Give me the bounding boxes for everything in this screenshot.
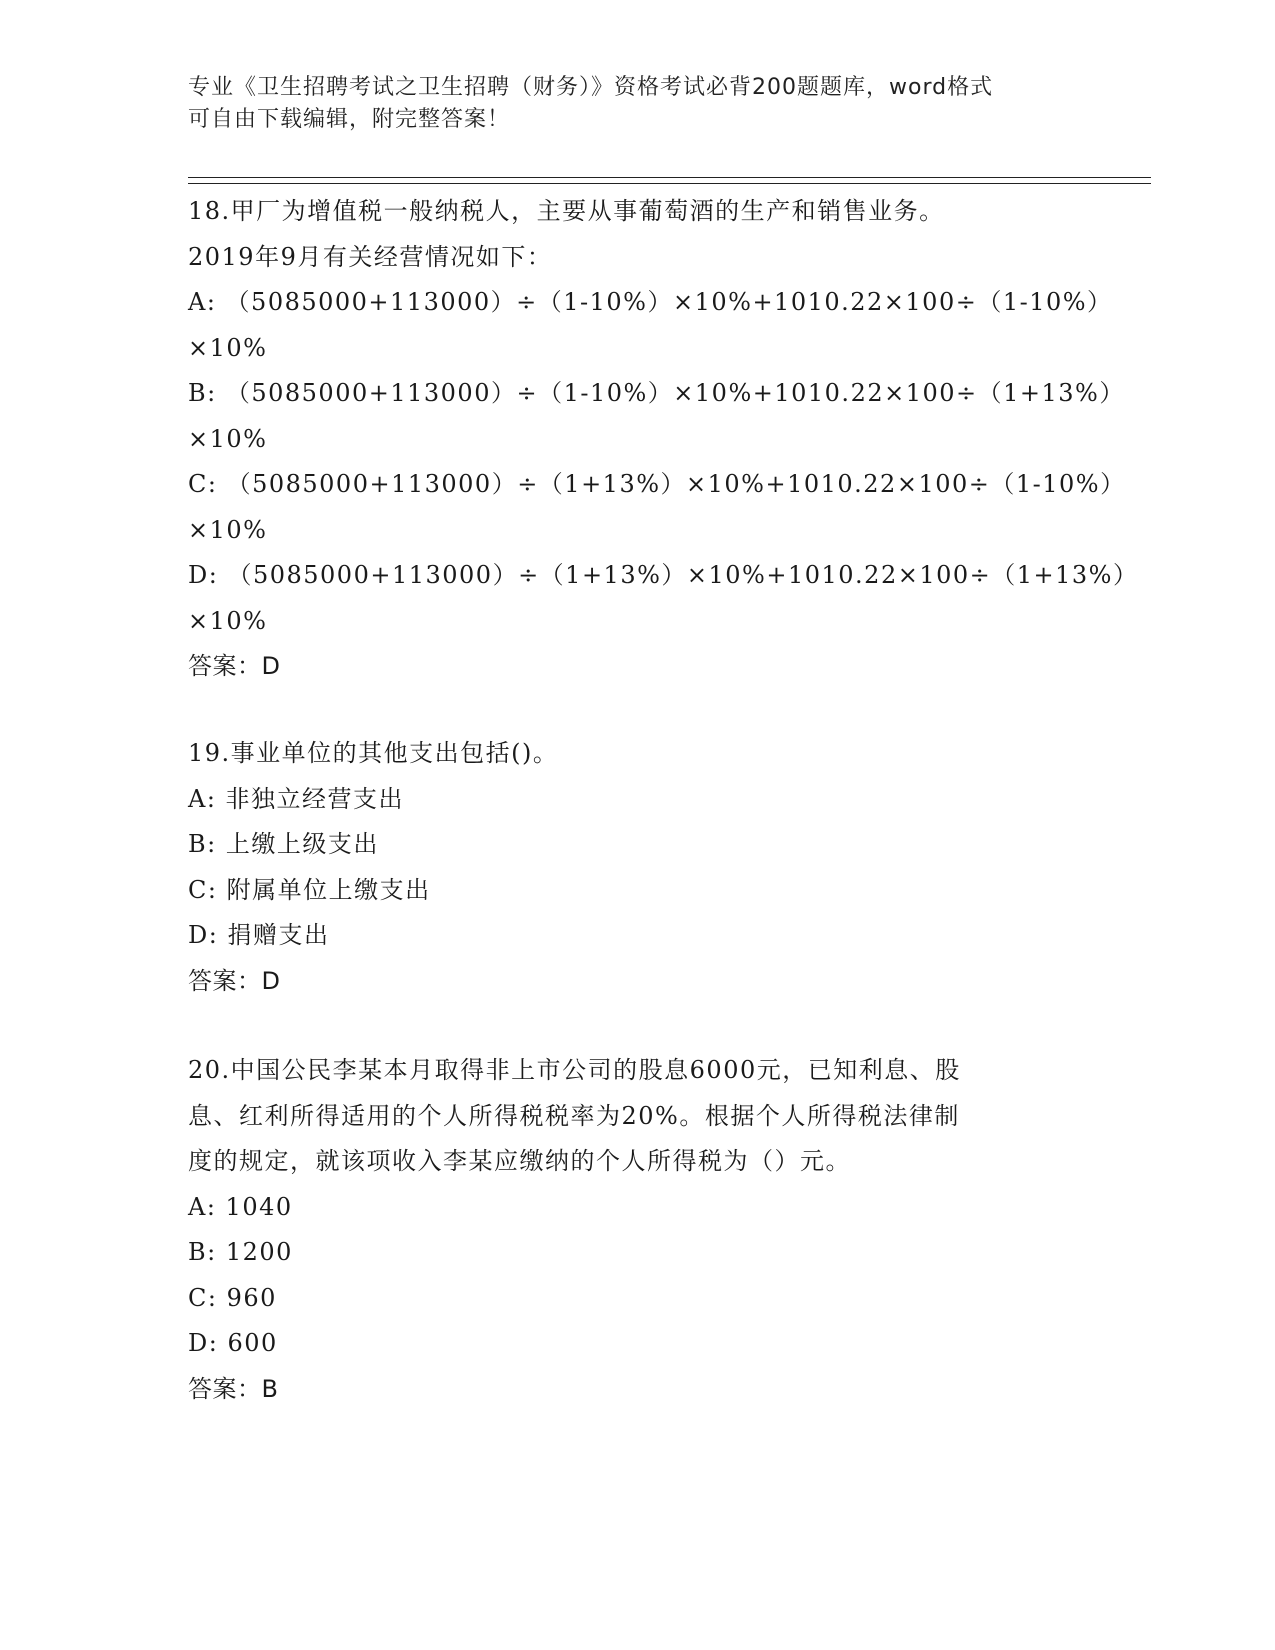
option-b: B: 1200 [188,1238,293,1266]
option-b-continued: ×10% [188,424,268,453]
question-stem-line: 度的规定，就该项收入李某应缴纳的个人所得税为（）元。 [188,1147,851,1175]
question-stem-line: 息、红利所得适用的个人所得税税率为20%。根据个人所得税法律制 [188,1101,960,1130]
question-stem-line: 20.中国公民李某本月取得非上市公司的股息6000元，已知利息、股 [188,1056,961,1084]
option-b: B: 上缴上级支出 [188,830,379,858]
header-divider-top [188,177,1151,178]
question-stem-line: 2019年9月有关经营情况如下： [188,242,553,271]
option-d: D: 捐赠支出 [188,921,330,949]
option-d-continued: ×10% [188,606,268,635]
question-19 [188,731,1088,1004]
answer-label: 答案：D [188,652,281,680]
option-a: A: 1040 [188,1192,293,1221]
option-c: C: （5085000+113000）÷（1+13%）×10%+1010.22×100÷（1-10%） [188,470,1126,498]
option-a: A: （5085000+113000）÷（1-10%）×10%+1010.22×100÷（1-10%） [188,288,1113,316]
question-20 [188,1048,1088,1412]
question-stem-line: 19.事业单位的其他支出包括()。 [188,739,559,767]
option-a-continued: ×10% [188,333,268,362]
header-title-line: 专业《卫生招聘考试之卫生招聘（财务）》资格考试必背200题题库，word格式 [188,75,994,100]
option-c: C: 960 [188,1283,277,1312]
option-d: D: 600 [188,1329,278,1357]
option-a: A: 非独立经营支出 [188,784,405,813]
option-b: B: （5085000+113000）÷（1-10%）×10%+1010.22×100÷（1+13%） [188,379,1125,407]
answer-label: 答案：B [188,1374,279,1403]
document-header [188,72,1068,136]
header-subtitle-line: 可自由下载编辑，附完整答案！ [188,107,511,132]
option-d: D: （5085000+113000）÷（1+13%）×10%+1010.22×100÷（1+13%） [188,561,1139,589]
option-c-continued: ×10% [188,515,268,544]
header-divider-bottom [188,183,1151,184]
answer-label: 答案：D [188,966,281,995]
option-c: C: 附属单位上缴支出 [188,875,431,904]
question-stem-line: 18.甲厂为增值税一般纳税人，主要从事葡萄酒的生产和销售业务。 [188,197,945,225]
question-18 [188,189,1139,690]
